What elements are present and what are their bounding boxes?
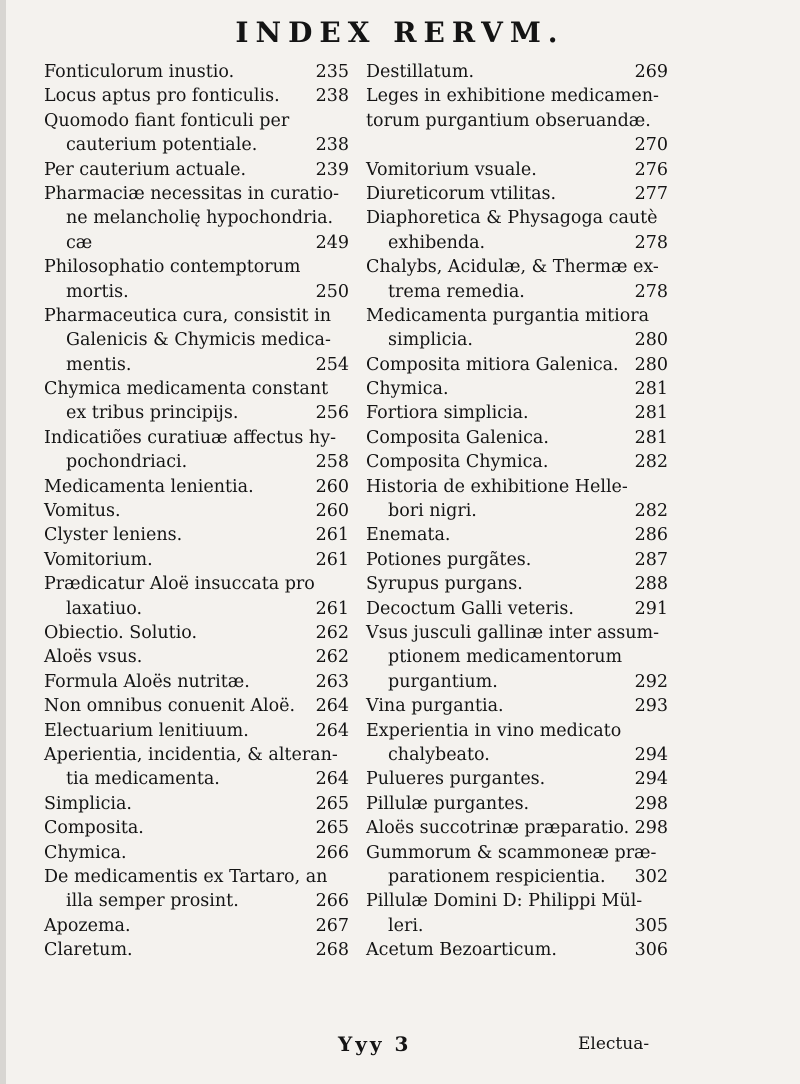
entry-text: parationem respicientia. — [388, 866, 606, 887]
index-entry — [44, 84, 349, 108]
entry-page-number: 249 — [315, 232, 349, 253]
entry-text: Pharmaciæ necessitas in curatio- — [44, 183, 340, 204]
entry-text: Potiones purgãtes. — [366, 549, 532, 570]
index-entry — [44, 767, 349, 791]
entry-page-number: 276 — [634, 159, 668, 180]
index-entry — [44, 60, 349, 84]
entry-text: tia medicamenta. — [66, 769, 220, 790]
index-entry — [44, 280, 349, 304]
entry-page-number: 263 — [315, 671, 349, 692]
index-entry — [366, 255, 668, 279]
left-column — [44, 60, 349, 962]
entry-text: Chymica. — [366, 379, 449, 400]
index-entry — [366, 475, 668, 499]
index-entry — [366, 841, 668, 865]
index-entry — [366, 865, 668, 889]
index-entry — [366, 889, 668, 913]
entry-text: Composita. — [44, 818, 144, 839]
entry-text: purgantium. — [388, 671, 498, 692]
entry-text: Diureticorum vtilitas. — [366, 183, 557, 204]
entry-text: Acetum Bezoarticum. — [366, 940, 557, 961]
entry-page-number: 293 — [634, 696, 668, 717]
entry-text: Locus aptus pro fonticulis. — [44, 86, 280, 107]
index-entry — [44, 499, 349, 523]
entry-page-number: 238 — [315, 135, 349, 156]
entry-page-number: 269 — [634, 62, 668, 82]
entry-text: Obiectio. Solutio. — [44, 622, 198, 643]
entry-page-number: 262 — [315, 622, 349, 643]
entry-text: Syrupus purgans. — [366, 574, 523, 595]
entry-text: Per cauterium actuale. — [44, 159, 247, 180]
page-edge — [0, 0, 6, 1084]
entry-text: Pillulæ Domini D: Philippi Mül- — [366, 891, 643, 912]
entry-text: Pulueres purgantes. — [366, 769, 546, 790]
index-entry — [366, 792, 668, 816]
entry-page-number: 281 — [634, 427, 668, 448]
index-entry — [366, 767, 668, 791]
entry-text: ptionem medicamentorum — [388, 647, 623, 668]
entry-text: Apozema. — [44, 915, 131, 936]
entry-page-number: 254 — [315, 354, 349, 375]
entry-text: Leges in exhibitione medicamen- — [366, 86, 659, 107]
index-entry — [44, 670, 349, 694]
entry-text: De medicamentis ex Tartaro, an — [44, 866, 328, 887]
index-entry — [366, 231, 668, 255]
entry-text: Vomitorium. — [44, 549, 153, 570]
entry-text: chalybeato. — [388, 744, 490, 765]
index-entry — [366, 597, 668, 621]
entry-page-number: 261 — [315, 549, 349, 570]
entry-page-number: 294 — [634, 769, 668, 790]
entry-text: trema remedia. — [388, 281, 525, 302]
index-entry — [366, 694, 668, 718]
entry-text: Chymica. — [44, 842, 127, 863]
index-entry — [366, 938, 668, 962]
entry-text: Quomodo fiant fonticuli per — [44, 110, 290, 131]
index-entry — [44, 523, 349, 547]
entry-text: Chymica medicamenta constant — [44, 379, 329, 400]
entry-text: Vina purgantia. — [366, 696, 504, 717]
entry-text: Diaphoretica & Physagoga cautè — [366, 208, 658, 229]
index-entry — [366, 499, 668, 523]
entry-page-number: 268 — [315, 940, 349, 961]
entry-text: Medicamenta lenientia. — [44, 476, 254, 497]
index-entry — [366, 182, 668, 206]
entry-page-number: 264 — [315, 696, 349, 717]
entry-page-number: 250 — [315, 281, 349, 302]
index-entry — [366, 572, 668, 596]
index-entry — [366, 377, 668, 401]
entry-text: Destillatum. — [366, 62, 475, 82]
index-entry — [44, 255, 349, 279]
entry-page-number: 298 — [634, 818, 668, 839]
index-entry — [366, 328, 668, 352]
signature-mark: Yyy 3 — [338, 1032, 412, 1056]
entry-page-number: 282 — [634, 501, 668, 522]
index-entry — [366, 548, 668, 572]
entry-page-number: 305 — [634, 915, 668, 936]
entry-text: bori nigri. — [388, 501, 477, 522]
entry-text: mentis. — [66, 354, 132, 375]
entry-page-number: 266 — [315, 891, 349, 912]
index-entry — [44, 304, 349, 328]
index-entry — [44, 231, 349, 255]
entry-page-number: 294 — [634, 744, 668, 765]
index-entry — [44, 694, 349, 718]
entry-page-number: 306 — [634, 940, 668, 961]
entry-text: Vomitus. — [44, 501, 121, 522]
index-entry — [44, 133, 349, 157]
index-entry — [366, 426, 668, 450]
entry-text: Indicatiões curatiuæ affectus hy- — [44, 427, 337, 448]
index-entry — [44, 450, 349, 474]
entry-text: Composita mitiora Galenica. — [366, 354, 619, 375]
index-entry — [366, 743, 668, 767]
index-entry — [44, 158, 349, 182]
entry-page-number: 267 — [315, 915, 349, 936]
index-entry — [366, 353, 668, 377]
entry-text: Enemata. — [366, 525, 451, 546]
index-entry — [44, 182, 349, 206]
entry-page-number: 288 — [634, 574, 668, 595]
index-entry — [44, 816, 349, 840]
index-entry — [366, 523, 668, 547]
index-entry — [44, 792, 349, 816]
index-entry — [366, 621, 668, 645]
entry-text: Chalybs, Acidulæ, & Thermæ ex- — [366, 257, 659, 278]
entry-page-number: 238 — [315, 86, 349, 107]
index-entry — [44, 645, 349, 669]
entry-page-number: 281 — [634, 403, 668, 424]
entry-page-number: 298 — [634, 793, 668, 814]
entry-text: Simplicia. — [44, 793, 132, 814]
entry-text: Claretum. — [44, 940, 133, 961]
index-entry — [366, 450, 668, 474]
entry-text: exhibenda. — [388, 232, 486, 253]
index-entry — [44, 377, 349, 401]
entry-page-number: 266 — [315, 842, 349, 863]
index-entry — [366, 133, 668, 157]
entry-page-number: 280 — [634, 354, 668, 375]
entry-text: ex tribus principijs. — [66, 403, 239, 424]
entry-text: Pillulæ purgantes. — [366, 793, 530, 814]
entry-page-number: 235 — [315, 62, 349, 82]
catchword: Electua- — [578, 1034, 650, 1054]
entry-page-number: 277 — [634, 183, 668, 204]
entry-text: illa semper prosint. — [66, 891, 239, 912]
index-entry — [366, 401, 668, 425]
entry-page-number: 264 — [315, 769, 349, 790]
entry-page-number: 278 — [634, 281, 668, 302]
entry-page-number: 270 — [634, 135, 668, 156]
entry-text: Vomitorium vsuale. — [366, 159, 537, 180]
entry-page-number: 260 — [315, 501, 349, 522]
index-entry — [44, 475, 349, 499]
index-entry — [44, 597, 349, 621]
entry-text: Vsus jusculi gallinæ inter assum- — [366, 622, 660, 643]
entry-page-number: 278 — [634, 232, 668, 253]
index-entry — [44, 109, 349, 133]
index-entry — [44, 548, 349, 572]
index-entry — [44, 841, 349, 865]
entry-text: Fonticulorum inustio. — [44, 62, 235, 82]
entry-page-number: 291 — [634, 598, 668, 619]
entry-text: Composita Galenica. — [366, 427, 549, 448]
index-entry — [44, 621, 349, 645]
entry-page-number: 282 — [634, 452, 668, 473]
entry-page-number: 260 — [315, 476, 349, 497]
entry-text: ne melancholię hypochondria. — [66, 208, 334, 229]
index-entry — [44, 206, 349, 230]
right-column — [366, 60, 668, 962]
index-entry — [366, 84, 668, 108]
entry-text: Non omnibus conuenit Aloë. — [44, 696, 296, 717]
entry-text: Composita Chymica. — [366, 452, 549, 473]
entry-text: Fortiora simplicia. — [366, 403, 529, 424]
index-entry — [366, 60, 668, 84]
entry-text: leri. — [388, 915, 424, 936]
entry-page-number: 287 — [634, 549, 668, 570]
index-entry — [44, 401, 349, 425]
entry-text: Prædicatur Aloë insuccata pro — [44, 574, 315, 595]
entry-text: Aloës vsus. — [44, 647, 143, 668]
entry-text: cauterium potentiale. — [66, 135, 258, 156]
entry-text: pochondriaci. — [66, 452, 188, 473]
entry-text: Experientia in vino medicato — [366, 720, 622, 741]
index-entry — [366, 304, 668, 328]
entry-text: simplicia. — [388, 330, 473, 351]
index-entry — [366, 109, 668, 133]
entry-text: Historia de exhibitione Helle- — [366, 476, 628, 497]
entry-text: Pharmaceutica cura, consistit in — [44, 305, 331, 326]
index-entry — [44, 914, 349, 938]
entry-page-number: 265 — [315, 793, 349, 814]
entry-text: Philosophatio contemptorum — [44, 257, 301, 278]
entry-text: torum purgantium obseruandæ. — [366, 110, 651, 131]
entry-page-number: 261 — [315, 598, 349, 619]
index-entry — [366, 280, 668, 304]
entry-text: Clyster leniens. — [44, 525, 183, 546]
entry-page-number: 262 — [315, 647, 349, 668]
entry-page-number: 261 — [315, 525, 349, 546]
index-entry — [44, 743, 349, 767]
entry-text: Galenicis & Chymicis medica- — [66, 330, 331, 351]
entry-text: Decoctum Galli veteris. — [366, 598, 574, 619]
entry-text: cæ — [66, 232, 93, 253]
page-title: INDEX RERVM. — [235, 16, 565, 49]
index-entry — [44, 719, 349, 743]
entry-text: Electuarium lenitiuum. — [44, 720, 249, 741]
entry-page-number: 280 — [634, 330, 668, 351]
index-entry — [44, 865, 349, 889]
entry-page-number: 256 — [315, 403, 349, 424]
index-entry — [366, 914, 668, 938]
entry-text: Medicamenta purgantia mitiora — [366, 305, 650, 326]
index-entry — [44, 426, 349, 450]
entry-page-number: 281 — [634, 379, 668, 400]
index-entry — [44, 938, 349, 962]
entry-page-number: 258 — [315, 452, 349, 473]
index-entry — [366, 670, 668, 694]
entry-page-number: 265 — [315, 818, 349, 839]
index-entry — [366, 645, 668, 669]
entry-page-number: 302 — [634, 866, 668, 887]
page-footer — [0, 1032, 800, 1062]
index-entry — [44, 889, 349, 913]
index-entry — [366, 206, 668, 230]
index-entry — [44, 353, 349, 377]
entry-page-number: 239 — [315, 159, 349, 180]
index-entry — [366, 158, 668, 182]
entry-page-number: 292 — [634, 671, 668, 692]
entry-text: laxatiuo. — [66, 598, 143, 619]
index-entry — [366, 816, 668, 840]
entry-text: Gummorum & scammoneæ præ- — [366, 842, 657, 863]
entry-text: Formula Aloës nutritæ. — [44, 671, 250, 692]
index-entry — [44, 328, 349, 352]
entry-page-number: 286 — [634, 525, 668, 546]
entry-text: mortis. — [66, 281, 129, 302]
index-entry — [366, 719, 668, 743]
entry-text: Aperientia, incidentia, & alteran- — [44, 744, 338, 765]
entry-page-number: 264 — [315, 720, 349, 741]
entry-text: Aloës succotrinæ præparatio. — [366, 818, 630, 839]
index-entry — [44, 572, 349, 596]
